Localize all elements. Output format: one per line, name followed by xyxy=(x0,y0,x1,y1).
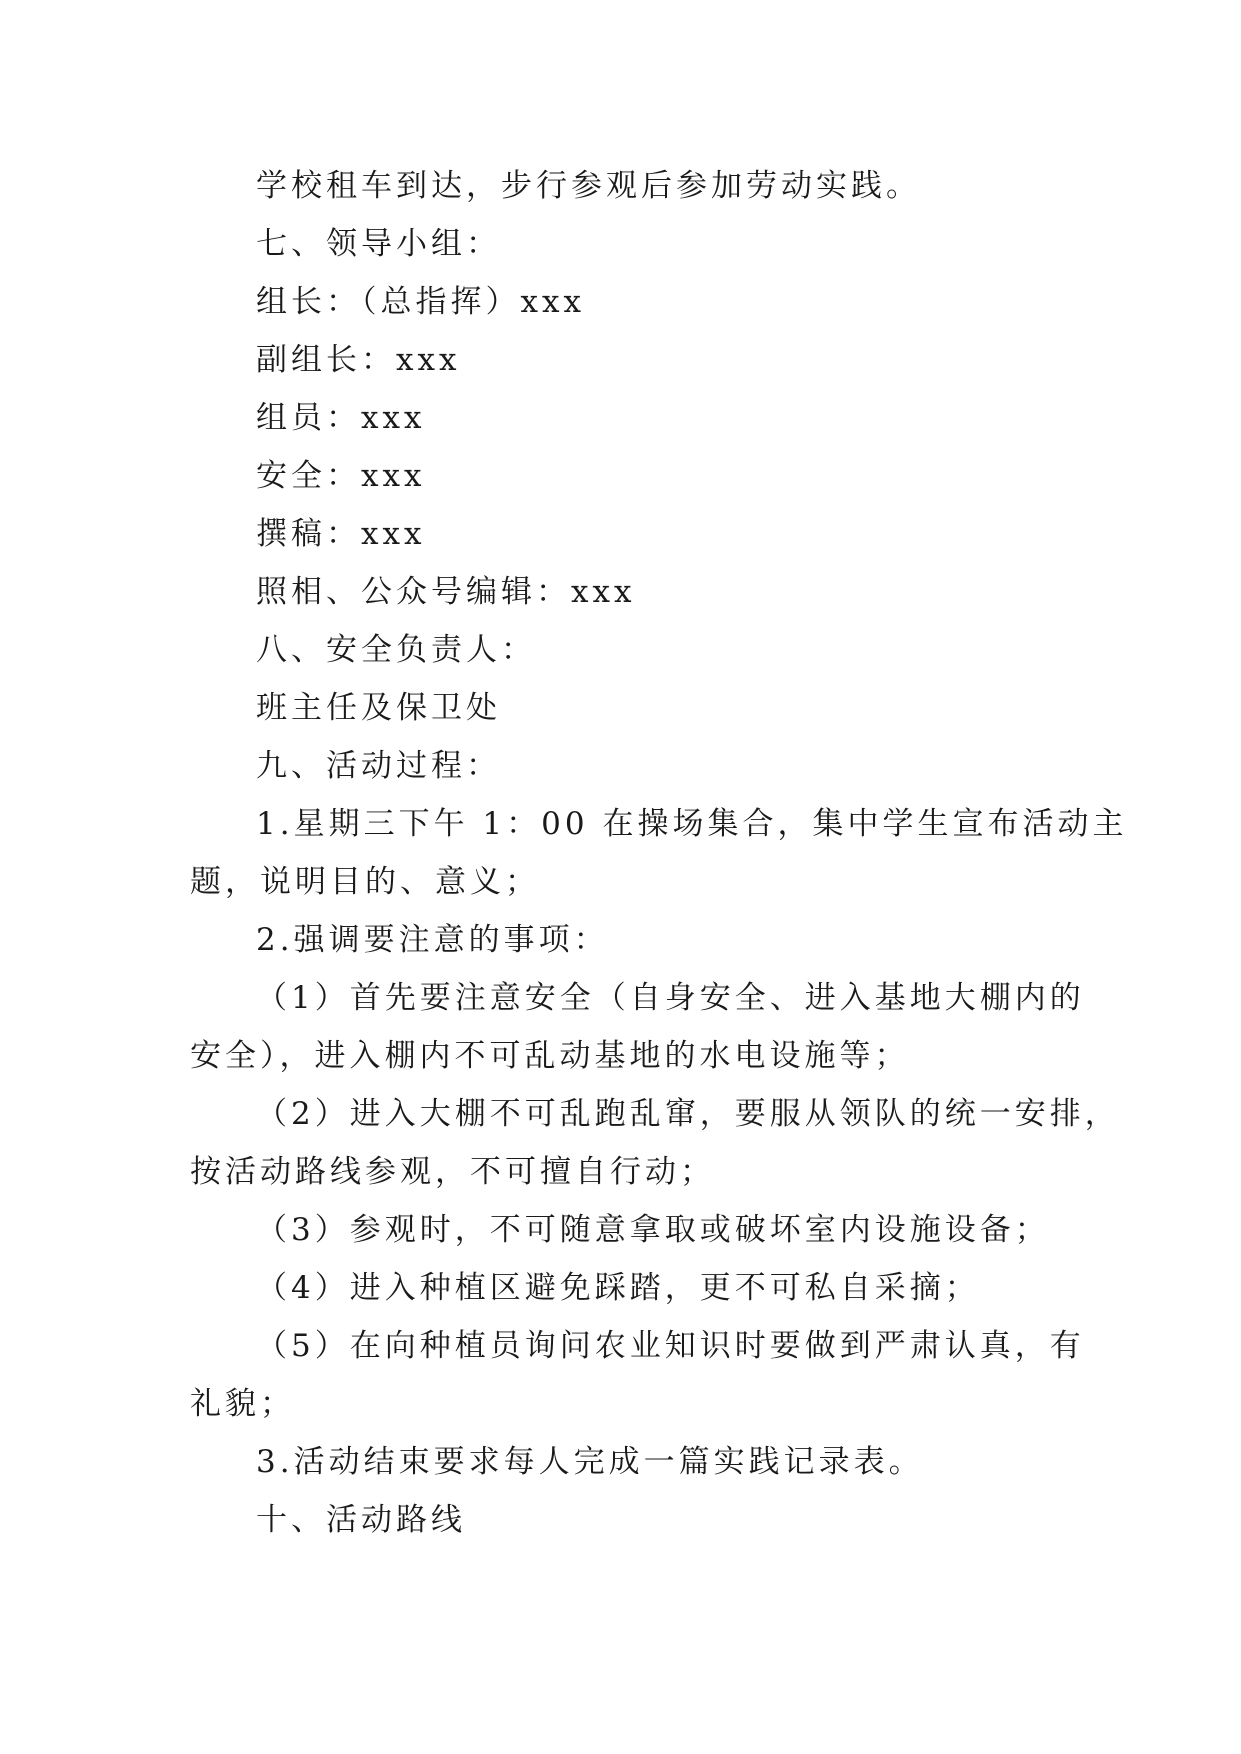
deputy-leader-entry: 副组长：xxx xyxy=(256,342,461,378)
process-step-1-continued: 题，说明目的、意义； xyxy=(190,864,540,900)
rule-item-2-continued: 按活动路线参观，不可擅自行动； xyxy=(190,1154,715,1190)
member-entry: 组员：xxx xyxy=(256,400,426,436)
writer-entry: 撰稿：xxx xyxy=(256,516,426,552)
process-step-3: 3.活动结束要求每人完成一篇实践记录表。 xyxy=(256,1444,924,1480)
rule-item-2: （2）进入大棚不可乱跑乱窜，要服从领队的统一安排， xyxy=(256,1096,1120,1132)
process-step-1: 1.星期三下午 1：00 在操场集合，集中学生宣布活动主 xyxy=(256,806,1128,842)
safety-responsible-text: 班主任及保卫处 xyxy=(256,690,501,726)
section-heading-route: 十、活动路线 xyxy=(256,1502,466,1538)
rule-item-1: （1）首先要注意安全（自身安全、进入基地大棚内的 xyxy=(256,980,1085,1016)
section-heading-process: 九、活动过程： xyxy=(256,748,501,784)
safety-entry: 安全：xxx xyxy=(256,458,426,494)
section-heading-safety: 八、安全负责人： xyxy=(256,632,536,668)
paragraph-transport: 学校租车到达，步行参观后参加劳动实践。 xyxy=(256,168,921,204)
rule-item-3: （3）参观时，不可随意拿取或破坏室内设施设备； xyxy=(256,1212,1050,1248)
photo-editor-entry: 照相、公众号编辑：xxx xyxy=(256,574,636,610)
section-heading-leadership: 七、领导小组： xyxy=(256,226,501,262)
rule-item-5: （5）在向种植员询问农业知识时要做到严肃认真，有 xyxy=(256,1328,1085,1364)
process-step-2: 2.强调要注意的事项： xyxy=(256,922,609,958)
rule-item-1-continued: 安全），进入棚内不可乱动基地的水电设施等； xyxy=(190,1038,910,1074)
leader-entry: 组长：（总指挥）xxx xyxy=(256,284,585,320)
rule-item-5-continued: 礼貌； xyxy=(190,1386,295,1422)
rule-item-4: （4）进入种植区避免踩踏，更不可私自采摘； xyxy=(256,1270,980,1306)
